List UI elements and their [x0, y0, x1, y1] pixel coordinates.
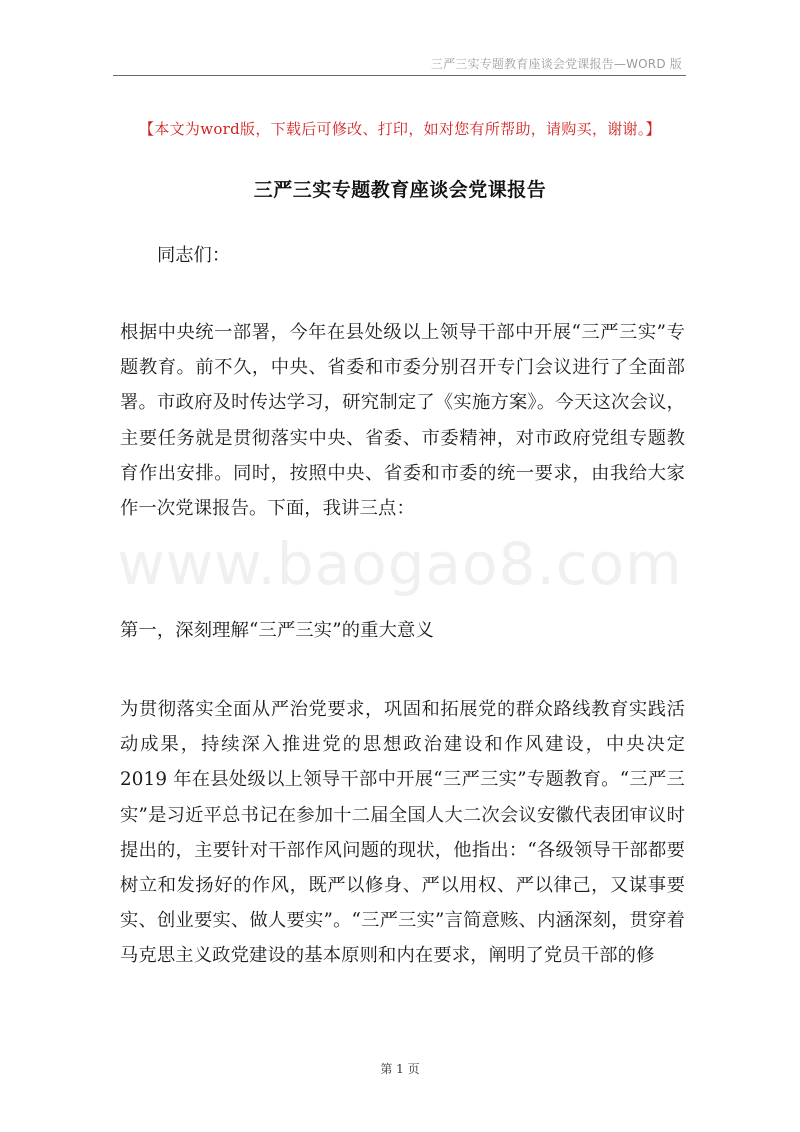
header-divider — [113, 75, 686, 76]
download-notice: 【本文为word版，下载后可修改、打印，如对您有所帮助，请购买，谢谢。】 — [139, 120, 661, 138]
running-header: 三严三实专题教育座谈会党课报告—WORD 版 — [430, 57, 682, 71]
site-watermark: www.baogao8.com — [117, 530, 683, 598]
page-number: 第 1 页 — [380, 1062, 420, 1076]
greeting: 同志们： — [157, 245, 231, 266]
section-heading-first: 第一，深刻理解“三严三实”的重大意义 — [120, 620, 434, 641]
document-title: 三严三实专题教育座谈会党课报告 — [253, 179, 547, 201]
paragraph-intro: 根据中央统一部署，今年在县处级以上领导干部中开展“三严三实”专题教育。前不久，中央、省委和市委分别召开专门会议进行了全面部署。市政府及时传达学习，研究制定了《实施方案》。今天这次会议，主要任务就是贯彻落实中央、省委、市委精神，对市政府党组专题教育作出安排。同时，按照中央、省委和市委的统一要求，由我给大家作一次党课报告。下面，我讲三点： — [120, 322, 685, 520]
paragraph-significance: 为贯彻落实全面从严治党要求，巩固和拓展党的群众路线教育实践活动成果，持续深入推进党的思想政治建设和作风建设，中央决定 2019 年在县处级以上领导干部中开展“三严三实”专题教育。“三严三实”是习近平总书记在参加十二届全国人大二次会议安徽代表团审议时提出的，主要针对干部作风问题的现状，他指出：“各级领导干部都要树立和发扬好的作风，既严以修身、严以用权、严以律己，又谋事要实、创业要实、做人要实”。“三严三实”言简意赅、内涵深刻，贯穿着马克思主义政党建设的基本原则和内在要求，阐明了党员干部的修 — [120, 699, 685, 967]
